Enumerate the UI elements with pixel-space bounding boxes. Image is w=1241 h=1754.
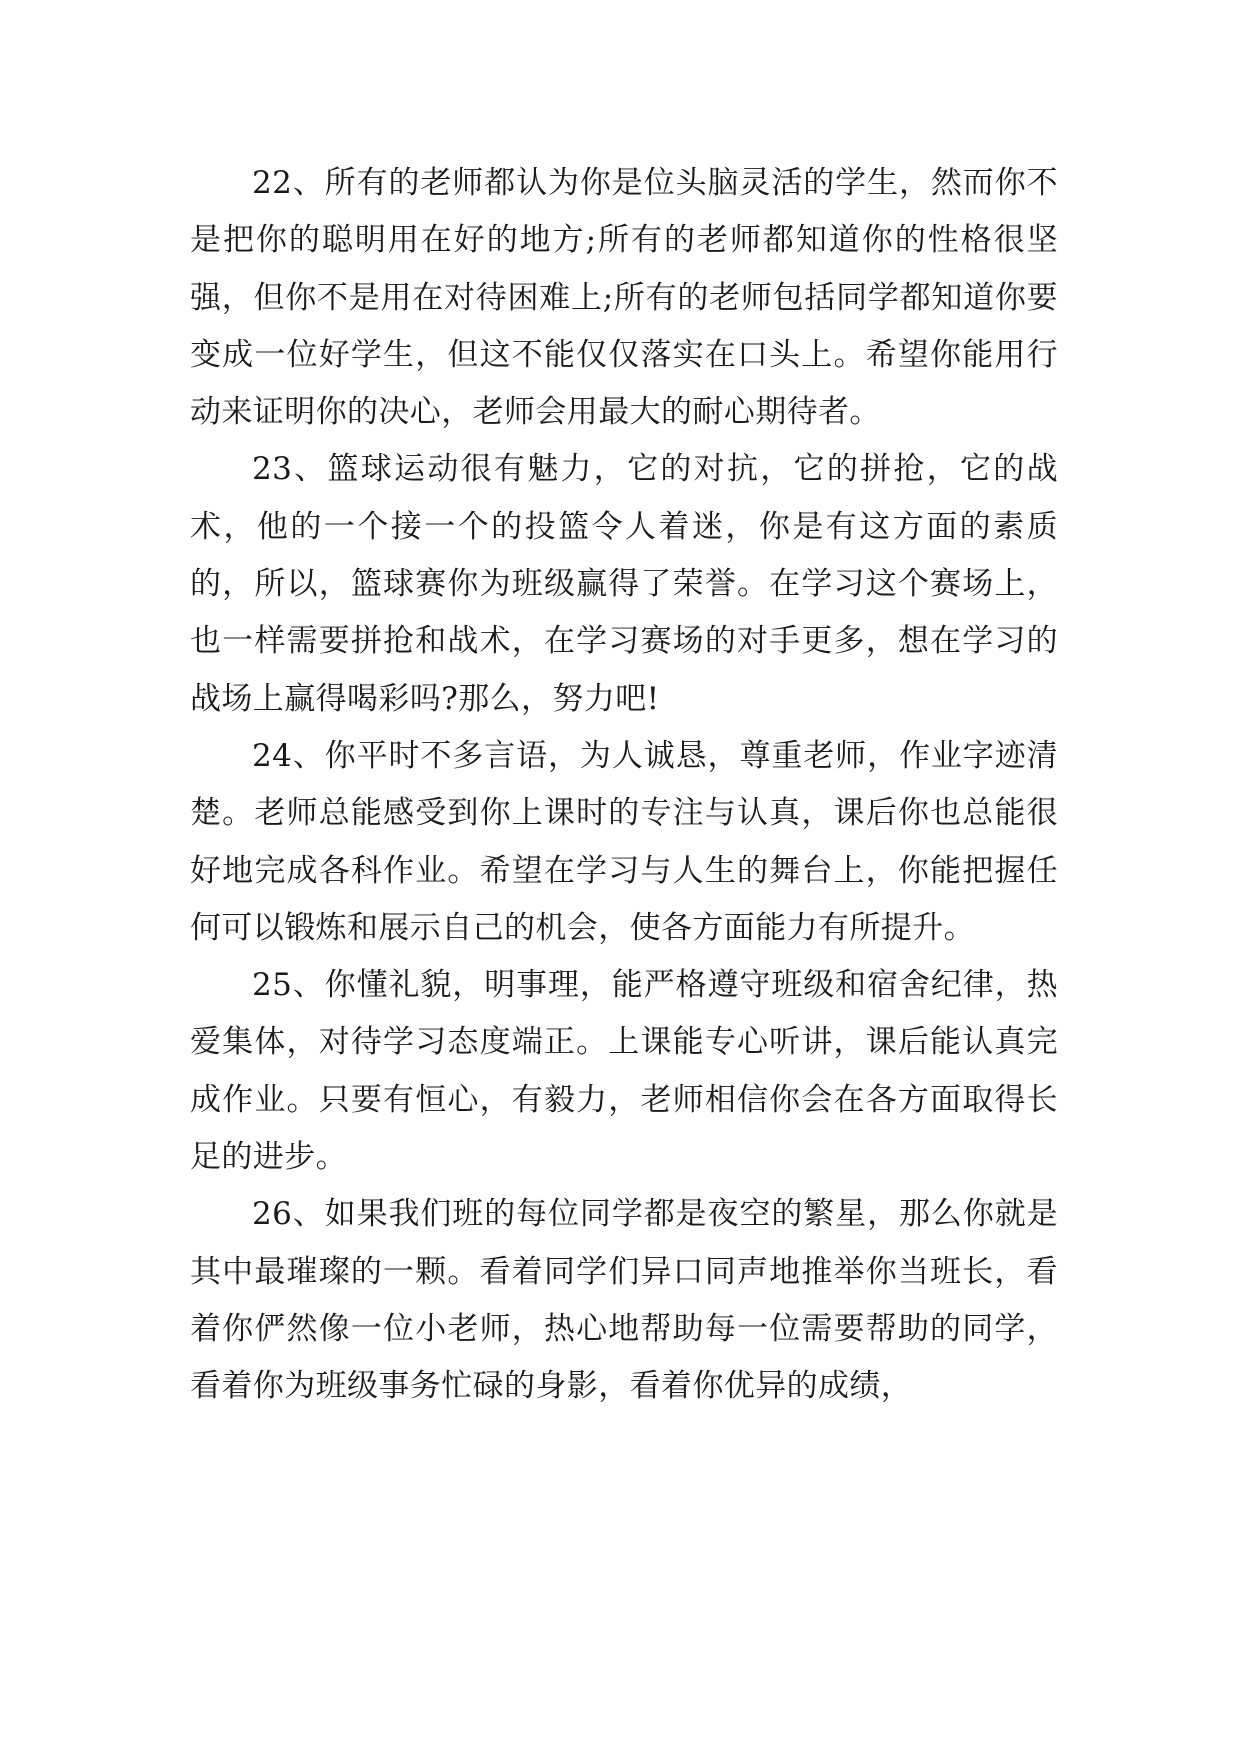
paragraph-24: 24、你平时不多言语，为人诚恳，尊重老师，作业字迹清楚。老师总能感受到你上课时的专注与认真，课后你也总能很好地完成各科作业。希望在学习与人生的舞台上，你能把握任何可以锻炼和展示自己的机会，使各方面能力有所提升。	[190, 737, 1058, 946]
paragraph-25: 25、你懂礼貌，明事理，能严格遵守班级和宿舍纪律，热爱集体，对待学习态度端正。上课能专心听讲，课后能认真完成作业。只要有恒心，有毅力，老师相信你会在各方面取得长足的进步。	[190, 967, 1058, 1176]
paragraph-23: 23、篮球运动很有魅力，它的对抗，它的拼抢，它的战术，他的一个接一个的投篮令人着迷，你是有这方面的素质的，所以，篮球赛你为班级赢得了荣誉。在学习这个赛场上，也一样需要拼抢和战术，在学习赛场的对手更多，想在学习的战场上赢得喝彩吗?那么，努力吧!	[190, 451, 1058, 717]
paragraph-22: 22、所有的老师都认为你是位头脑灵活的学生，然而你不是把你的聪明用在好的地方;所有的老师都知道你的性格很坚强，但你不是用在对待困难上;所有的老师包括同学都知道你要变成一位好学生，但这不能仅仅落实在口头上。希望你能用行动来证明你的决心，老师会用最大的耐心期待者。	[190, 165, 1058, 431]
paragraph-26: 26、如果我们班的每位同学都是夜空的繁星，那么你就是其中最璀璨的一颗。看着同学们异口同声地推举你当班长，看着你俨然像一位小老师，热心地帮助每一位需要帮助的同学，看着你为班级事务忙碌的身影，看着你优异的成绩，	[190, 1196, 1058, 1405]
document-body	[190, 155, 1058, 1416]
